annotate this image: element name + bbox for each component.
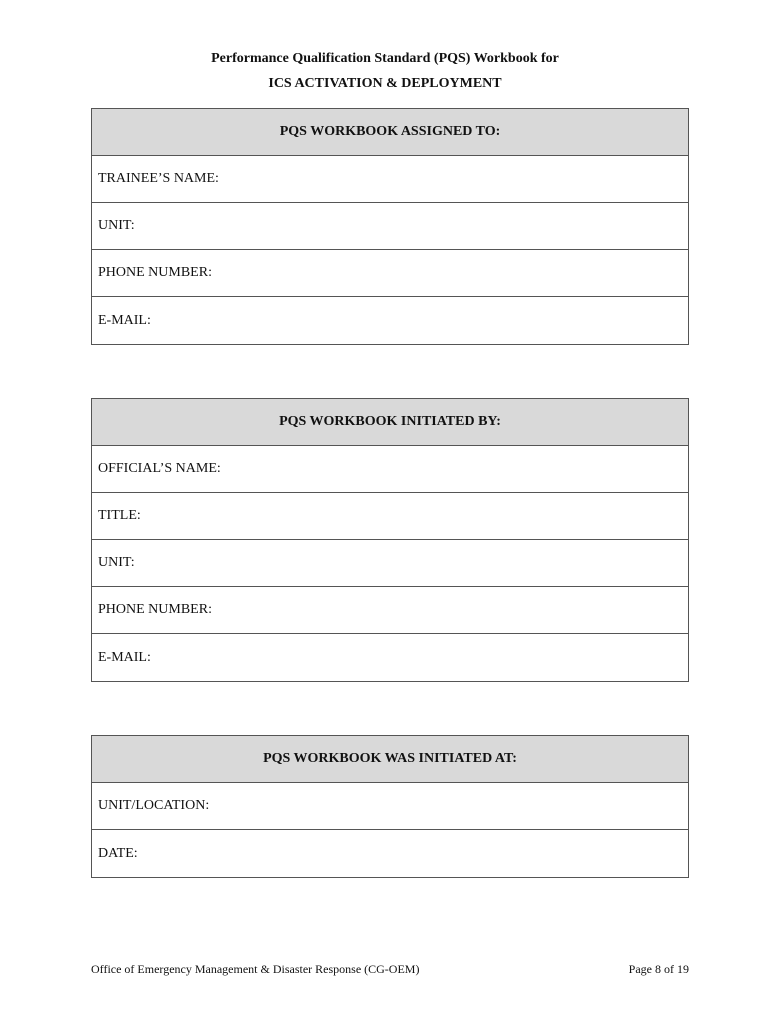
initiated-by-heading: PQS WORKBOOK INITIATED BY: bbox=[92, 399, 688, 446]
footer-office-name: Office of Emergency Management & Disaster Response (CG-OEM) bbox=[91, 962, 420, 976]
trainee-name-field[interactable]: TRAINEE’S NAME: bbox=[92, 156, 688, 203]
assigned-to-heading: PQS WORKBOOK ASSIGNED TO: bbox=[92, 109, 688, 156]
official-phone-field[interactable]: PHONE NUMBER: bbox=[92, 587, 688, 634]
document-title-line-2: ICS ACTIVATION & DEPLOYMENT bbox=[268, 76, 502, 91]
unit-location-field[interactable]: UNIT/LOCATION: bbox=[92, 783, 688, 830]
initiated-at-heading: PQS WORKBOOK WAS INITIATED AT: bbox=[92, 736, 688, 783]
trainee-phone-field[interactable]: PHONE NUMBER: bbox=[92, 250, 688, 297]
official-email-field[interactable]: E-MAIL: bbox=[98, 649, 151, 665]
trainee-unit-field[interactable]: UNIT: bbox=[92, 203, 688, 250]
initiated-at-table bbox=[91, 735, 689, 878]
document-title-line-1: Performance Qualification Standard (PQS) Workbook for bbox=[211, 51, 559, 66]
page-header bbox=[0, 46, 770, 96]
official-unit-field[interactable]: UNIT: bbox=[92, 540, 688, 587]
official-title-field[interactable]: TITLE: bbox=[92, 493, 688, 540]
footer-page-number: Page 8 of 19 bbox=[628, 962, 689, 976]
assigned-to-table bbox=[91, 108, 689, 345]
initiated-by-table bbox=[91, 398, 689, 682]
official-name-field[interactable]: OFFICIAL’S NAME: bbox=[92, 446, 688, 493]
trainee-email-field[interactable]: E-MAIL: bbox=[98, 312, 151, 328]
date-field[interactable]: DATE: bbox=[98, 845, 138, 861]
